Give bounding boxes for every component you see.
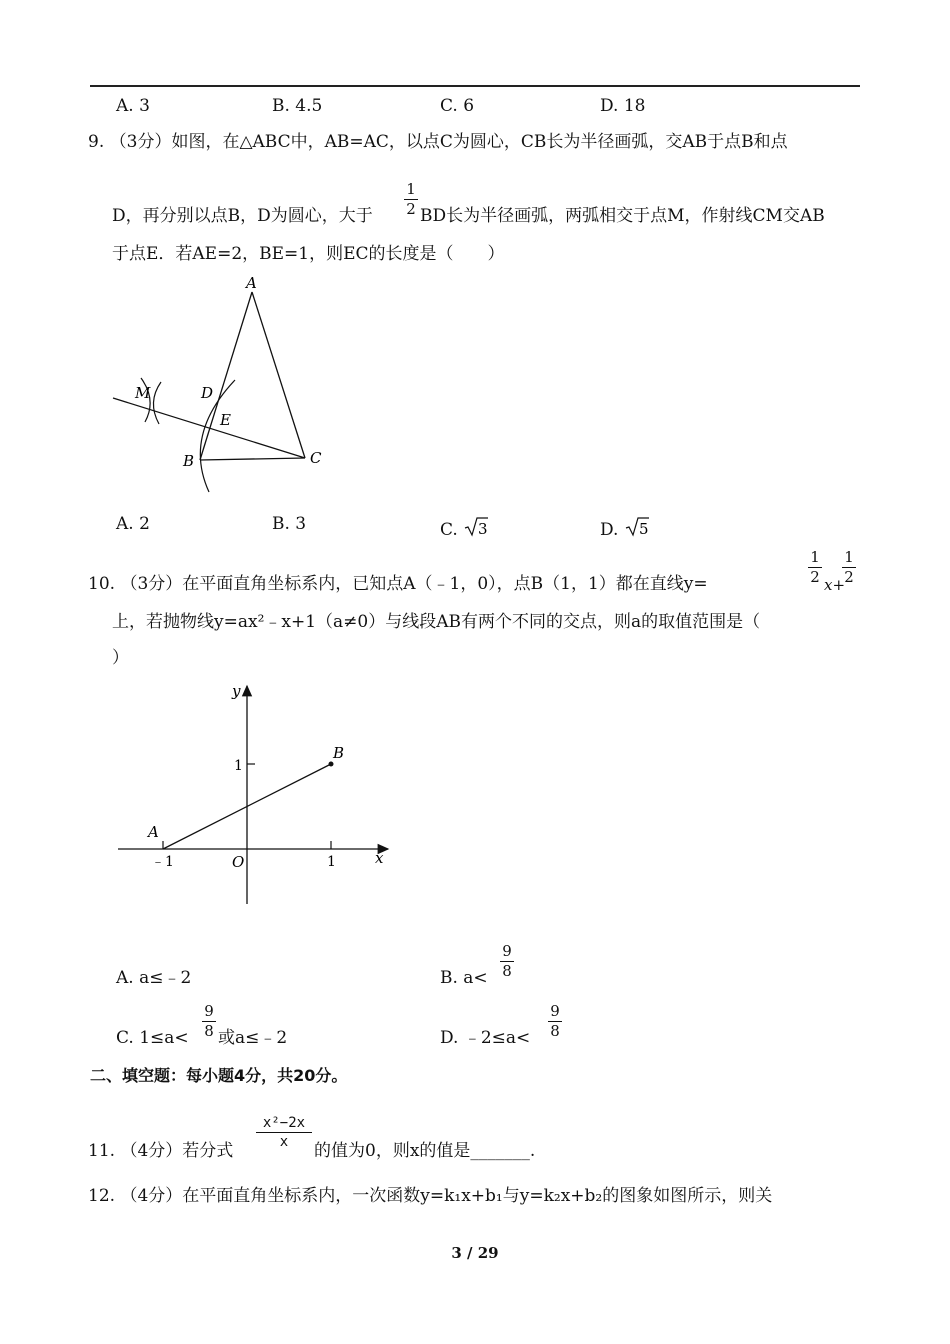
q10-tick-xm1: ﹣1	[151, 854, 174, 870]
q10-option-d-denominator: 8	[550, 1022, 560, 1040]
q10-slope-fraction	[808, 550, 822, 585]
q10-point-a: A	[148, 823, 159, 841]
q9-option-b: B. 3	[272, 514, 307, 534]
header-rule	[90, 85, 860, 87]
q10-tick-x1: 1	[327, 854, 336, 870]
q12-question-line1: 12. （4分）在平面直角坐标系内，一次函数y=k₁x+b₁与y=k₂x+b₂的图象如图所示，则关	[88, 1186, 773, 1206]
q9-option-c-radicand: 3	[478, 520, 488, 538]
q9-option-d	[600, 516, 650, 539]
q10-slope-numerator: 1	[810, 548, 820, 566]
q10-option-d-numerator: 9	[550, 1002, 560, 1020]
q10-tick-y1: 1	[234, 758, 243, 774]
q10-slope-denominator: 2	[810, 568, 820, 586]
q9-fraction-denominator: 2	[406, 200, 416, 218]
q10-option-c-fraction	[202, 1004, 216, 1039]
q10-intercept-numerator: 1	[844, 548, 854, 566]
q10-option-a: A. a≤﹣2	[116, 968, 192, 988]
q9-label-c: C	[310, 449, 322, 467]
q10-intercept-fraction	[842, 550, 856, 585]
q11-fraction-numerator: x²−2x	[262, 1115, 306, 1131]
q11-question-prefix: 11. （4分）若分式	[88, 1141, 234, 1161]
q9-label-b: B	[183, 452, 195, 470]
q9-half-fraction	[404, 182, 418, 217]
q9-question-line2-suffix: BD长为半径画弧，两弧相交于点M，作射线CM交AB	[420, 206, 825, 226]
q10-intercept-denominator: 2	[844, 568, 854, 586]
q10-option-d-fraction	[548, 1004, 562, 1039]
q11-question-suffix: 的值为0，则x的值是_______.	[314, 1141, 536, 1161]
q9-label-m: M	[135, 384, 151, 402]
q10-option-c-prefix: C. 1≤a<	[116, 1028, 189, 1048]
q11-fraction	[256, 1116, 312, 1149]
q10-option-c-denominator: 8	[204, 1022, 214, 1040]
q8-option-a: A. 3	[116, 96, 150, 116]
q9-triangle-figure	[105, 270, 335, 495]
q9-option-c-prefix: C.	[440, 520, 458, 540]
q10-option-b-denominator: 8	[502, 962, 512, 980]
q9-label-d: D	[201, 384, 214, 402]
q10-coordinate-graph	[110, 678, 400, 910]
q9-question-line2-prefix: D，再分别以点B，D为圆心，大于	[112, 206, 373, 226]
q9-option-d-radicand: 5	[638, 520, 649, 538]
q10-origin-label: O	[232, 853, 245, 871]
q9-label-e: E	[220, 411, 231, 429]
q10-option-c-suffix: 或a≤﹣2	[218, 1028, 288, 1048]
q10-question-line1: 10. （3分）在平面直角坐标系内，已知点A（﹣1，0），点B（1，1）都在直线y=	[88, 574, 708, 594]
sqrt-radical-icon	[624, 516, 650, 538]
q9-option-d-prefix: D.	[600, 520, 619, 540]
q8-option-c: C. 6	[440, 96, 475, 116]
q9-fraction-numerator: 1	[406, 180, 416, 198]
q10-question-line3: ）	[112, 648, 129, 668]
q10-option-d-prefix: D. ﹣2≤a<	[440, 1028, 531, 1048]
q10-y-axis-label: y	[232, 682, 241, 700]
q9-label-a: A	[246, 274, 257, 292]
q10-x-plus: x+	[824, 576, 846, 594]
q9-option-c	[440, 516, 489, 539]
sqrt-radical-icon	[463, 516, 489, 538]
q8-option-d: D. 18	[600, 96, 646, 116]
q9-question-line1: 9. （3分）如图，在△ABC中，AB=AC，以点C为圆心，CB长为半径画弧，交AB于点B和点	[88, 132, 788, 152]
q9-option-a: A. 2	[116, 514, 150, 534]
page-number: 3 / 29	[451, 1244, 499, 1262]
section-heading-fill-in: 二、填空题：每小题4分，共20分。	[90, 1066, 348, 1085]
q10-option-c-numerator: 9	[204, 1002, 214, 1020]
q10-option-b-fraction	[500, 944, 514, 979]
q9-question-line3: 于点E．若AE=2，BE=1，则EC的长度是（ ）	[112, 244, 505, 264]
q8-option-b: B. 4.5	[272, 96, 323, 116]
q10-x-axis-label: x	[375, 849, 384, 867]
q10-question-line2: 上，若抛物线y=ax²﹣x+1（a≠0）与线段AB有两个不同的交点，则a的取值范围是（	[112, 612, 761, 632]
q10-option-b-numerator: 9	[502, 942, 512, 960]
q11-fraction-denominator: x	[279, 1134, 289, 1150]
q10-option-b-prefix: B. a<	[440, 968, 488, 988]
q10-point-b: B	[333, 744, 345, 762]
